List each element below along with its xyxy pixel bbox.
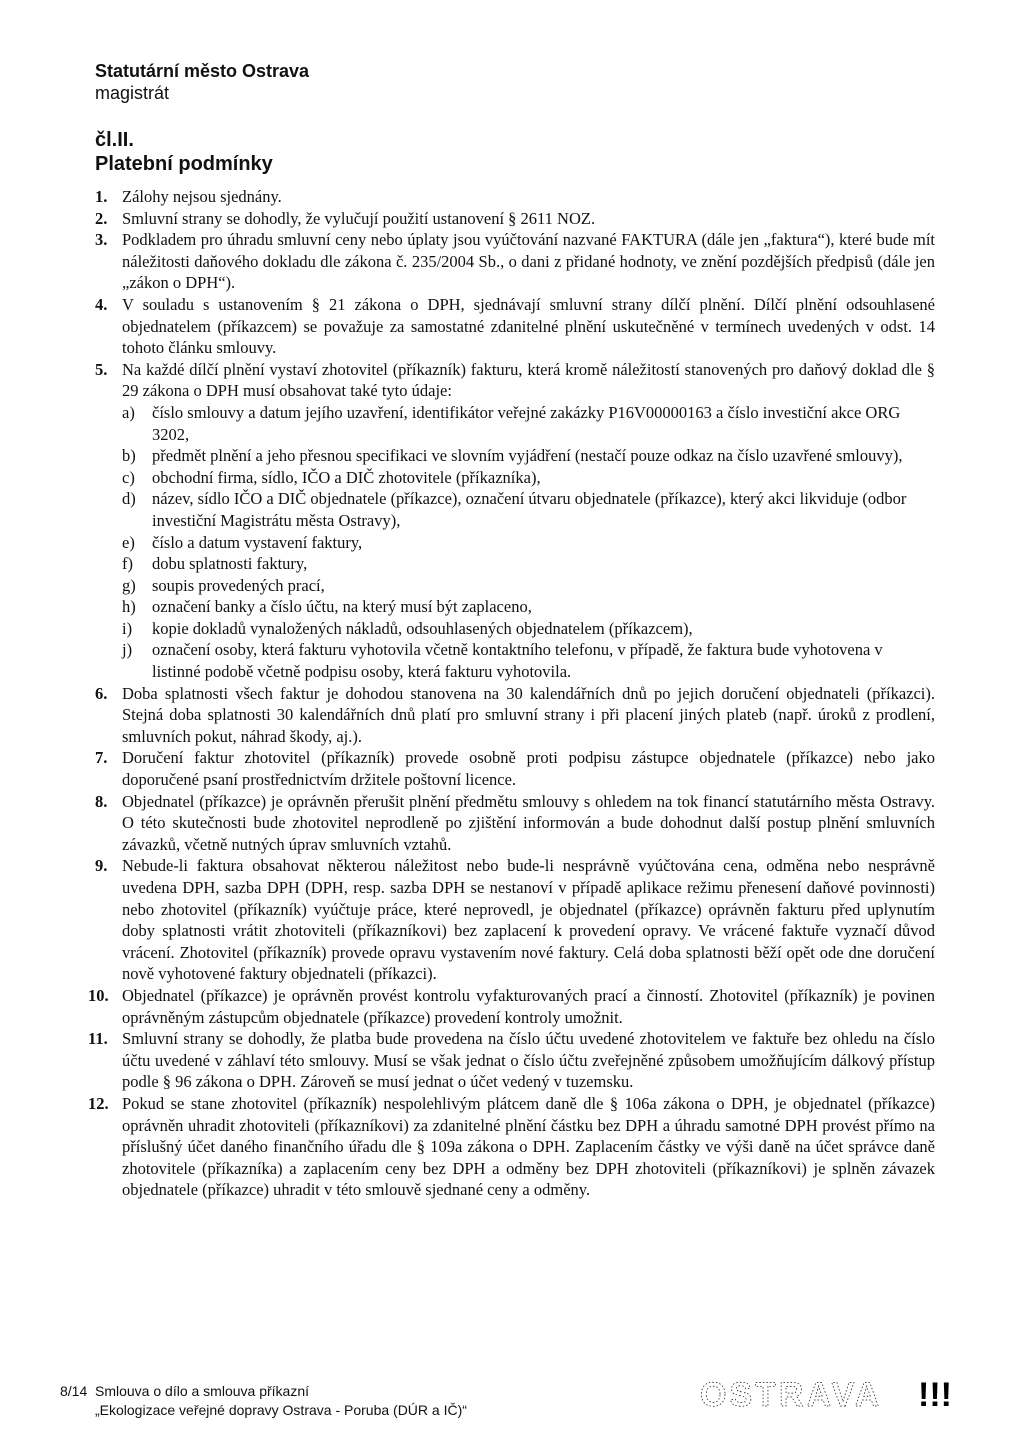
clause-item bbox=[95, 855, 935, 985]
requirement-letter: a) bbox=[122, 402, 135, 422]
requirement-text: kopie dokladů vynaložených nákladů, odsouhlasených objednatelem (příkazcem), bbox=[152, 618, 693, 638]
requirement-text: dobu splatnosti faktury, bbox=[152, 554, 308, 574]
invoice-requirement-item bbox=[122, 402, 935, 445]
requirement-letter: f) bbox=[122, 554, 133, 574]
requirement-text: název, sídlo IČO a DIČ objednatele (příkazce), označení útvaru objednatele (příkazce), který akci likviduje (odbor investiční Magistrátu města Ostravy), bbox=[152, 489, 907, 530]
department-name: magistrát bbox=[95, 83, 170, 103]
clause-item bbox=[88, 1093, 935, 1201]
article-title: Platební podmínky bbox=[95, 153, 273, 175]
clause-item bbox=[95, 229, 935, 294]
clause-text: Smluvní strany se dohodly, že vylučují použití ustanovení § 2611 NOZ. bbox=[122, 208, 596, 228]
letterhead bbox=[95, 60, 309, 104]
clause-text: Zálohy nejsou sjednány. bbox=[122, 187, 282, 206]
invoice-requirement-item bbox=[122, 575, 935, 597]
clause-item bbox=[88, 985, 935, 1028]
logo-exclamation-marks: !!! bbox=[918, 1376, 952, 1414]
clause-item bbox=[88, 1028, 935, 1093]
invoice-requirement-item bbox=[122, 596, 935, 618]
requirement-text: označení osoby, která fakturu vyhotovila včetně kontaktního telefonu, v případě, že faktura bude vyhotovena v listinné podobě včetně podpisu osoby, která fakturu vyhotovila. bbox=[152, 640, 883, 682]
clause-item bbox=[95, 359, 935, 683]
clause-item bbox=[95, 294, 935, 359]
requirement-text: předmět plnění a jeho přesnou specifikaci ve slovním vyjádření (nestačí pouze odkaz na číslo uzavřené smlouvy), bbox=[152, 446, 903, 466]
clause-text: Doba splatnosti všech faktur je dohodou stanovena na 30 kalendářních dnů po jejich doručení objednateli (příkazci). Stejná doba splatnosti 30 kalendářních dnů platí pro smluvní strany i při placení jiných plateb (např. úroků z prodlení, smluvních pokut, náhrad škody, aj.). bbox=[122, 683, 935, 746]
article-heading bbox=[95, 128, 273, 176]
clause-number: 7. bbox=[95, 748, 108, 768]
requirement-text: obchodní firma, sídlo, IČO a DIČ zhotovitele (příkazníka), bbox=[152, 467, 541, 487]
clause-item bbox=[95, 683, 935, 748]
organization-name: Statutární město Ostrava bbox=[95, 61, 310, 81]
clause-number: 6. bbox=[95, 683, 108, 703]
clause-text: Pokud se stane zhotovitel (příkazník) nespolehlivým plátcem daně dle § 106a zákona o DPH, je objednatel (příkazce) oprávněn uhradit zhotoviteli (příkazníkovi) za zdanitelné plnění částku bez DPH a úhradu samotné DPH provést přímo na příslušný účet daného finančního úřadu dle § 109a zákona o DPH. Zaplacením částky ve výši daně na účet správce daně zhotovitele (příkazníka) a zaplacením ceny bez DPH a odměny bez DPH zhotoviteli (příkazníkovi) je splněn závazek objednatele (příkazce) uhradit v této smlouvě sjednané ceny a odměny. bbox=[122, 1093, 935, 1200]
clause-text: Nebude-li faktura obsahovat některou náležitost nebo bude-li nesprávně vyúčtována cena, odměna nebo nesprávně uvedena DPH, sazba DPH (DPH, resp. sazba DPH se nestanoví v případě aplikace režimu přenesení daňové povinnosti) nebo zhotovitel (příkazník) vyúčtuje práce, které neprovedl, je objednatel (příkazce) oprávněn fakturu před uplynutím doby splatnosti vrátit zhotoviteli (příkazníkovi) bez zaplacení k provedení opravy. Ve vrácené faktuře vyznačí důvod vrácení. Zhotovitel (příkazník) provede opravu vystavením nové faktury. Celá doba splatnosti běží opět ode dne doručení nově vyhotovené faktury objednateli (příkazci). bbox=[122, 856, 935, 984]
page-number: 8/14 bbox=[60, 1383, 88, 1399]
invoice-requirement-item bbox=[122, 488, 935, 531]
clause-number: 2. bbox=[95, 208, 108, 228]
requirement-letter: h) bbox=[122, 597, 136, 617]
invoice-requirement-item bbox=[122, 553, 935, 575]
clause-number: 10. bbox=[88, 985, 109, 1005]
ostrava-logo bbox=[700, 1374, 970, 1414]
requirement-text: označení banky a číslo účtu, na který musí být zaplaceno, bbox=[152, 597, 532, 617]
clause-number: 11. bbox=[88, 1029, 108, 1049]
project-name: „Ekologizace veřejné dopravy Ostrava - Poruba (DÚR a IČ)“ bbox=[95, 1402, 467, 1418]
clause-list bbox=[88, 186, 935, 1201]
invoice-requirements-list bbox=[122, 402, 935, 683]
invoice-requirement-item bbox=[122, 618, 935, 640]
invoice-requirement-item bbox=[122, 467, 935, 489]
document-title: Smlouva o dílo a smlouva příkazní bbox=[95, 1383, 309, 1399]
clause-number: 1. bbox=[95, 187, 108, 206]
clause-text: Doručení faktur zhotovitel (příkazník) provede osobně proti podpisu zástupce objednatele (příkazce) nebo jako doporučené psaní prostřednictvím držitele poštovní licence. bbox=[122, 748, 935, 790]
article-number: čl.II. bbox=[95, 129, 134, 151]
requirement-text: číslo a datum vystavení faktury, bbox=[152, 532, 363, 552]
clause-number: 8. bbox=[95, 791, 108, 811]
document-reference bbox=[95, 1382, 467, 1420]
clause-text: Objednatel (příkazce) je oprávněn provést kontrolu vyfakturovaných prací a činností. Zhotovitel (příkazník) je povinen oprávněným zástupcům objednatele (příkazce) provedení kontroly umožnit. bbox=[122, 985, 935, 1027]
invoice-requirement-item bbox=[122, 532, 935, 554]
clause-number: 9. bbox=[95, 856, 108, 876]
clause-text: Smluvní strany se dohodly, že platba bude provedena na číslo účtu uvedené zhotovitelem ve faktuře bez ohledu na číslo účtu uvedené v záhlaví této smlouvy. Musí se však jednat o číslo účtu zveřejněné způsobem umožňujícím dálkový přístup podle § 96 zákona o DPH. Zároveň se musí jednat o účet vedený v tuzemsku. bbox=[122, 1029, 935, 1092]
requirement-letter: c) bbox=[122, 467, 135, 487]
clause-text: Objednatel (příkazce) je oprávněn přerušit plnění předmětu smlouvy s ohledem na tok financí statutárního města Ostravy. O této skutečnosti bude zhotovitel neprodleně po zjištění informován a bude dohodnut další postup plnění smluvních závazků, včetně nutných úprav smluvních vztahů. bbox=[122, 791, 935, 854]
invoice-requirement-item bbox=[122, 639, 935, 682]
invoice-requirement-item bbox=[122, 445, 935, 467]
requirement-letter: g) bbox=[122, 575, 136, 595]
requirement-letter: e) bbox=[122, 532, 135, 552]
clause-item bbox=[95, 747, 935, 790]
clause-item bbox=[95, 186, 935, 208]
clause-item bbox=[95, 208, 935, 230]
requirement-letter: j) bbox=[122, 640, 133, 660]
requirement-letter: i) bbox=[122, 618, 133, 638]
clause-item bbox=[95, 791, 935, 856]
clause-text: V souladu s ustanovením § 21 zákona o DPH, sjednávají smluvní strany dílčí plnění. Dílčí plnění odsouhlasené objednatelem (příkazcem) se považuje za samostatné zdanitelné plnění uskutečněné v termínech uvedených v odst. 14 tohoto článku smlouvy. bbox=[122, 294, 935, 358]
clause-number: 5. bbox=[95, 359, 108, 379]
logo-wordmark: OSTRAVA bbox=[700, 1376, 883, 1414]
requirement-letter: d) bbox=[122, 489, 136, 509]
requirement-text: číslo smlouvy a datum jejího uzavření, identifikátor veřejné zakázky P16V00000163 a číslo investiční akce ORG 3202, bbox=[152, 402, 901, 444]
clause-text: Na každé dílčí plnění vystaví zhotovitel (příkazník) fakturu, která kromě náležitostí stanovených pro daňový doklad dle § 29 zákona o DPH musí obsahovat také tyto údaje: bbox=[122, 359, 935, 401]
clause-text: Podkladem pro úhradu smluvní ceny nebo úplaty jsou vyúčtování nazvané FAKTURA (dále jen „faktura“), které bude mít náležitosti daňového dokladu dle zákona č. 235/2004 Sb., o dani z přidané hodnoty, ve znění pozdějších předpisů (dále jen „zákon o DPH“). bbox=[122, 230, 935, 293]
requirement-letter: b) bbox=[122, 446, 136, 466]
requirement-text: soupis provedených prací, bbox=[152, 575, 325, 595]
clause-number: 12. bbox=[88, 1093, 109, 1113]
clause-number: 3. bbox=[95, 230, 108, 250]
clause-number: 4. bbox=[95, 294, 108, 314]
